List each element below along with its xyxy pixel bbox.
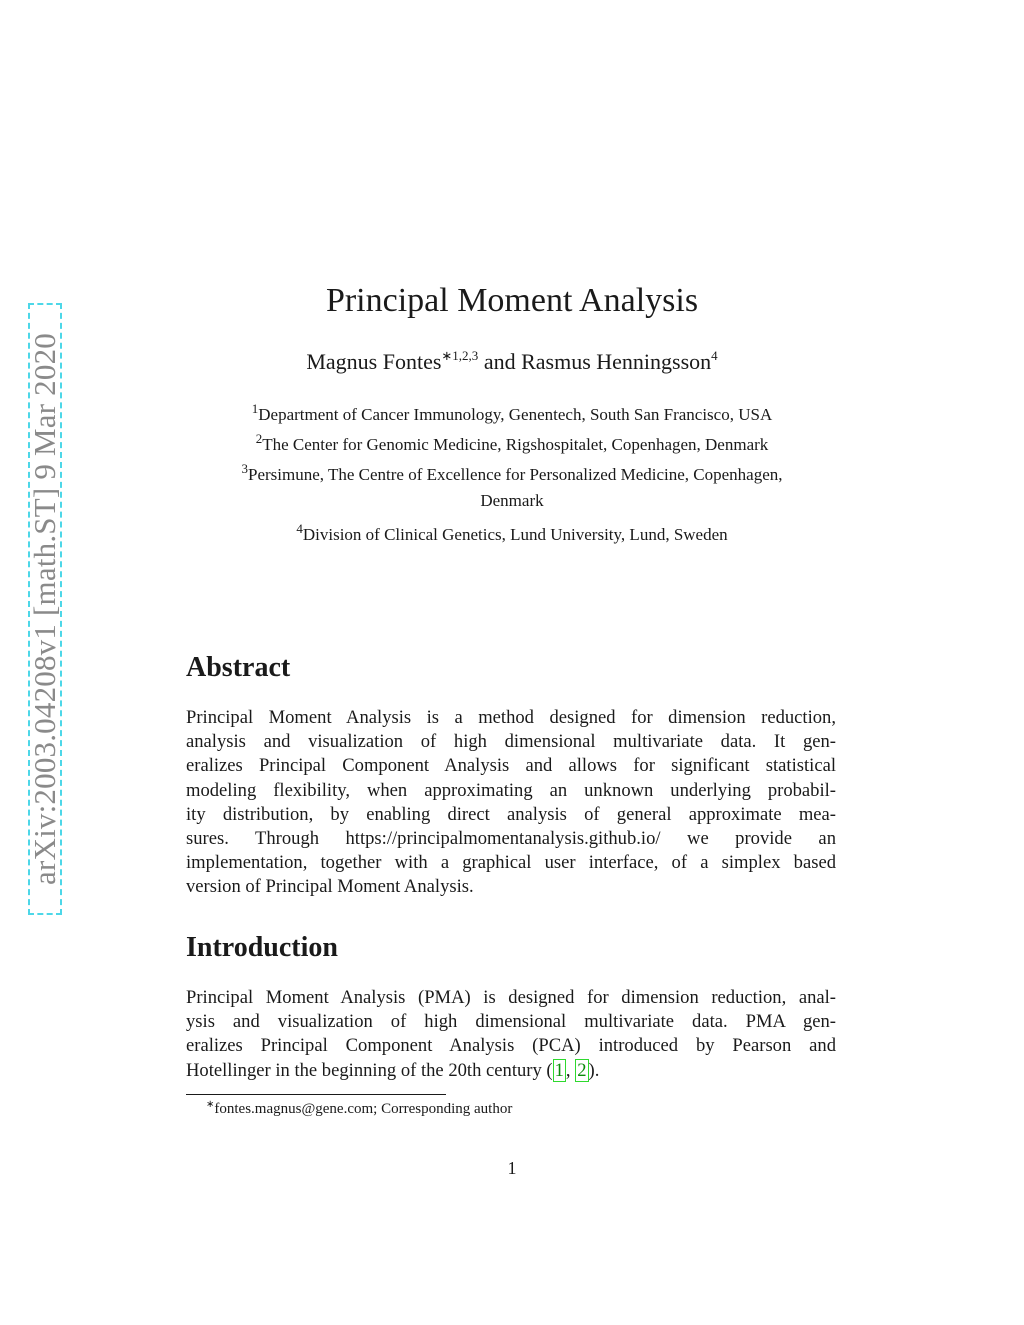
introduction-last-line-text: Hotellinger in the beginning of the 20th century (	[186, 1059, 553, 1081]
affiliation-2-number: 2	[255, 431, 263, 446]
citation-link-1[interactable]: 1	[554, 1059, 564, 1081]
page-number: 1	[507, 1158, 517, 1178]
paper-title: Principal Moment Analysis	[325, 282, 699, 319]
affiliation-2	[0, 431, 1024, 455]
introduction-line: Principal Moment Analysis (PMA) is designed for dimension reduction, anal-	[186, 987, 836, 1008]
abstract-line: sures. Through https://principalmomentanalysis.github.io/ we provide an	[186, 828, 836, 850]
footnote	[206, 1099, 512, 1118]
affiliation-4-number: 4	[296, 521, 303, 536]
affiliation-3-number: 3	[241, 461, 248, 476]
abstract-line: implementation, together with a graphical user interface, of a simplex based	[186, 852, 836, 874]
author-2-marks: 4	[711, 348, 718, 363]
abstract-line: eralizes Principal Component Analysis and allows for significant statistical	[186, 755, 836, 777]
introduction-heading: Introduction	[186, 932, 338, 963]
abstract-heading: Abstract	[186, 652, 291, 683]
footnote-rule	[186, 1094, 446, 1095]
introduction-line: eralizes Principal Component Analysis (PCA) introduced by Pearson and	[186, 1035, 836, 1057]
author-1-name: Magnus Fontes	[306, 349, 442, 374]
affiliation-3	[0, 461, 1024, 485]
affiliation-3-continuation: Denmark	[480, 491, 544, 510]
citation-separator: ,	[565, 1059, 576, 1081]
citation-link-2[interactable]: 2	[577, 1059, 587, 1081]
affiliation-4	[0, 521, 1024, 545]
author-2-name: Rasmus Henningsson	[521, 349, 712, 374]
introduction-last-line-end: ).	[588, 1059, 600, 1081]
affiliation-1-text: Department of Cancer Immunology, Genentech, South San Francisco, USA	[258, 405, 773, 424]
abstract-line: ity distribution, by enabling direct analysis of general approximate mea-	[186, 803, 836, 825]
author-line	[0, 348, 1024, 375]
arxiv-stamp[interactable]	[28, 303, 62, 915]
affiliation-1	[0, 401, 1024, 425]
affiliation-1-number: 1	[251, 401, 259, 416]
author-connector: and	[478, 349, 522, 374]
abstract-line: Principal Moment Analysis is a method designed for dimension reduction,	[186, 707, 836, 728]
affiliation-4-text: Division of Clinical Genetics, Lund University, Lund, Sweden	[302, 525, 728, 544]
introduction-line: ysis and visualization of high dimensional multivariate data. PMA gen-	[186, 1011, 836, 1033]
introduction-last-line	[186, 1059, 836, 1083]
abstract-body	[186, 706, 836, 900]
abstract-line: modeling flexibility, when approximating an unknown underlying probabil-	[186, 779, 836, 801]
affiliation-3-text: Persimune, The Centre of Excellence for Personalized Medicine, Copenhagen,	[247, 465, 783, 484]
footnote-mark: ∗	[206, 1099, 215, 1110]
arxiv-stamp-text: arXiv:2003.04208v1 [math.ST] 9 Mar 2020	[27, 333, 62, 885]
affiliation-2-text: The Center for Genomic Medicine, Rigshospitalet, Copenhagen, Denmark	[262, 435, 769, 454]
footnote-text: fontes.magnus@gene.com; Corresponding author	[214, 1101, 513, 1117]
abstract-line: version of Principal Moment Analysis.	[186, 876, 474, 898]
author-1-marks: ∗1,2,3	[441, 348, 479, 363]
introduction-body	[186, 986, 836, 1083]
abstract-line: analysis and visualization of high dimensional multivariate data. It gen-	[186, 731, 836, 753]
